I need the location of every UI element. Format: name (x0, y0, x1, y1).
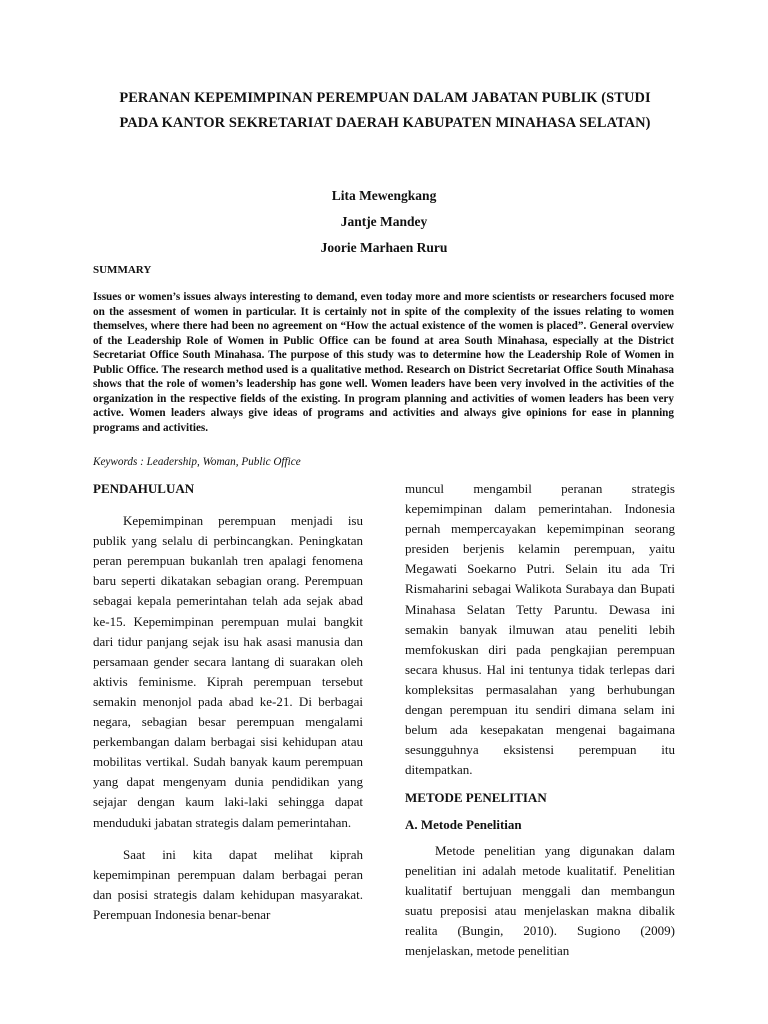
author-name: Lita Mewengkang (331, 188, 437, 203)
body-paragraph: Kepemimpinan perempuan menjadi isu publik yang selalu di perbincangkan. Peningkatan peran perempuan bukanlah tren apalagi fenomena baru seperti dikatakan sebagian orang. Perempuan sebagai kepala pemerintahan telah ada sejak abad ke-15. Kepemimpinan perempuan mulai bangkit dari tidur panjang sejak isu hak asasi manusia dan persamaan gender secara lantang di suarakan oleh aktivis feminisme. Kiprah perempuan tersebut semakin menonjol pada abad ke-21. Di berbagai negara, sebagian besar perempuan mengalami perkembangan dalam berbagai sisi kehidupan atau mobilitas vertikal. Sudah banyak kaum perempuan yang dapat mengenyam dunia pendidikan yang sejajar dengan kaum laki-laki sehingga dapat menduduki jabatan strategis dalam pemerintahan. (93, 513, 363, 830)
body-paragraph: Saat ini kita dapat melihat kiprah kepemimpinan perempuan dalam berbagai peran dan posisi strategis dalam kehidupan masyarakat. Perempuan Indonesia benar-benar (93, 846, 363, 922)
keywords-line: Keywords : Leadership, Woman, Public Office (93, 456, 301, 468)
body-paragraph: muncul mengambil peranan strategis kepemimpinan dalam pemerintahan. Indonesia pernah mempercayakan kepemimpinan seorang presiden berjenis kelamin perempuan, yaitu Megawati Soekarno Putri. Selain itu ada Tri Rismaharini sebagai Walikota Surabaya dan Bupati Minahasa Selatan Tetty Paruntu. Dewasa ini semakin banyak ilmuwan atau peneliti lebih memfokuskan diri pada pengkajian perempuan secara khusus. Hal ini tentunya tidak terlepas dari kompleksitas permasalahan yang berhubungan dengan perempuan itu sendiri dimana selam ini belum ada kesepakatan mengenai bagaimana sesungguhnya eksistensi perempuan itu ditempatkan. (405, 481, 675, 778)
section-heading-pendahuluan: PENDAHULUAN (93, 481, 195, 496)
summary-abstract: Issues or women’s issues always interesting to demand, even today more and more scientists or researchers focused more on the assesment of women in particular. It is certainly not in spite of the complexity of the issues relating to women themselves, where there had been no agreement on “How the actual existence of the women is placed”. General overview of the Leadership Role of Women in Public Office can be found at area South Minahasa, especially at the District Secretariat Office South Minahasa. The purpose of this study was to determine how the Leadership Role of Women in Public Office. The research method used is a qualitative method. Research on District Secretariat Office South Minahasa shows that the role of women’s leadership has gone well. Women leaders have been very involved in the activities of the organization in the respective fields of the existing. In program planning and activities of women leaders has been very active. Women leaders always give ideas of programs and activities and always give opinions for ease in planning programs and activities. (93, 291, 674, 434)
author-name: Joorie Marhaen Ruru (320, 240, 448, 255)
author-name: Jantje Mandey (340, 214, 428, 229)
paper-title-line-2: PADA KANTOR SEKRETARIAT DAERAH KABUPATEN MINAHASA SELATAN) (119, 115, 651, 131)
section-heading-metode: METODE PENELITIAN (405, 790, 547, 806)
right-column (405, 479, 675, 961)
body-paragraph: Metode penelitian yang digunakan dalam penelitian ini adalah metode kualitatif. Penelitian kualitatif bertujuan menggali dan membangun suatu preposisi atau menjelaskan makna dibalik realita (Bungin, 2010). Sugiono (2009) menjelaskan, metode penelitian (405, 842, 675, 959)
paper-title-line-1: PERANAN KEPEMIMPINAN PEREMPUAN DALAM JABATAN PUBLIK (STUDI (119, 90, 651, 106)
left-column (93, 479, 363, 925)
subsection-heading-metode: A. Metode Penelitian (405, 816, 522, 832)
summary-heading: SUMMARY (93, 264, 152, 276)
